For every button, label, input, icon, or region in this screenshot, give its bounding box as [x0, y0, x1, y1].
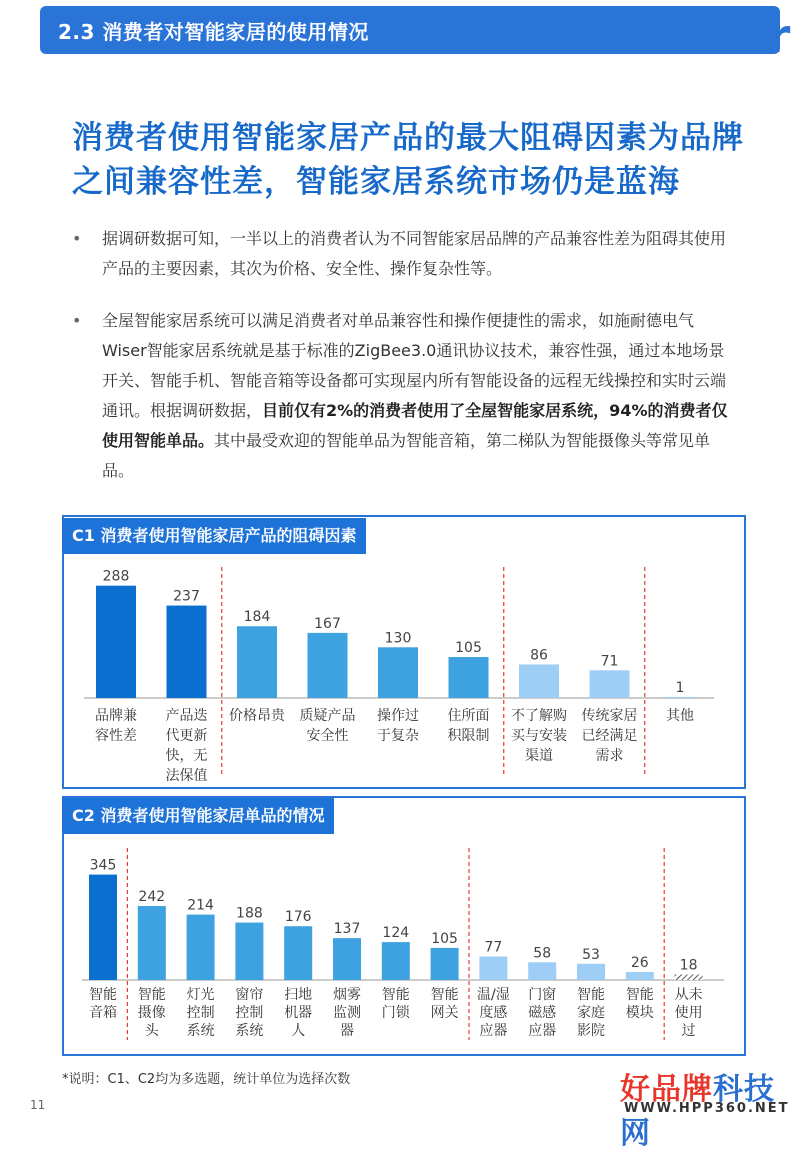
bar — [284, 926, 312, 980]
category-label — [511, 708, 567, 764]
category-label-line: 扫地 — [284, 987, 313, 1003]
bar — [187, 915, 215, 980]
category-label — [166, 707, 208, 784]
category-label — [333, 986, 361, 1039]
data-label: 176 — [284, 909, 312, 926]
bar — [577, 964, 605, 980]
chart-c2-title: C2 消费者使用智能家居单品的情况 — [62, 798, 334, 834]
category-label-line: 机器 — [284, 1005, 313, 1021]
category-label-line: 买与安装 — [511, 728, 567, 744]
bar — [675, 975, 703, 981]
bar — [528, 962, 556, 980]
category-label — [528, 986, 556, 1039]
category-label-line: 家庭 — [577, 1005, 605, 1021]
category-label — [95, 707, 137, 744]
category-label-line: 快，无 — [165, 748, 208, 764]
category-label — [187, 986, 215, 1039]
bullet-2-text-a: 全屋智能家居系统可以满足消费者对单品兼容性和操作便捷性的需求，如施耐德电气Wiser智能家居系统就是基于标准的ZigBee3.0通讯协议技术，兼容性强，通过本地场景开关、智能手机、智能音箱等设备都可实现屋内所有智能设备的远程无线操控和实时云端通讯。根据调研数据， — [102, 311, 727, 420]
bar — [479, 956, 507, 980]
category-label-line: 系统 — [235, 1023, 264, 1039]
watermark-title-red: 好品牌 — [620, 1072, 713, 1107]
bullet-dot-icon: • — [72, 229, 82, 248]
data-label: 167 — [314, 615, 341, 632]
bar — [590, 670, 630, 698]
category-label-line: 网关 — [430, 1005, 459, 1021]
bar — [382, 942, 410, 980]
bullet-1 — [72, 224, 732, 284]
category-label-line: 其他 — [666, 708, 694, 724]
category-label-line: 已经满足 — [581, 728, 638, 744]
bullet-dot-icon: • — [72, 311, 82, 330]
logo-text-kr: Kr — [732, 9, 791, 56]
bar — [237, 626, 277, 698]
category-label-line: 窗帘 — [235, 987, 264, 1003]
category-label-line: 门锁 — [381, 1005, 410, 1021]
category-label-line: 于复杂 — [377, 728, 419, 744]
bullet-2-text — [102, 306, 732, 486]
bar — [449, 657, 489, 698]
category-label-line: 人 — [291, 1023, 306, 1039]
data-label: 242 — [138, 889, 166, 906]
36kr-logo — [692, 0, 794, 56]
category-label-line: 监测 — [333, 1005, 361, 1021]
category-label-line: 温/湿 — [477, 987, 510, 1003]
category-label-line: 度感 — [479, 1005, 508, 1021]
category-label-line: 代更新 — [165, 728, 208, 744]
bar — [89, 875, 117, 980]
category-label-line: 安全性 — [306, 728, 349, 744]
category-label — [377, 707, 419, 744]
bullet-1-text: 据调研数据可知，一半以上的消费者认为不同智能家居品牌的产品兼容性差为阻碍其使用产品的主要因素，其次为价格、安全性、操作复杂性等。 — [102, 229, 727, 278]
category-label-line: 品牌兼 — [95, 708, 137, 724]
bar — [167, 606, 207, 698]
watermark-url: WWW.HPP360.NET — [624, 1101, 790, 1116]
category-label — [138, 986, 166, 1039]
category-label-line: 不了解购 — [511, 708, 567, 724]
category-label — [382, 986, 411, 1021]
data-label: 26 — [630, 955, 649, 972]
bar — [235, 923, 263, 980]
category-label — [448, 708, 490, 744]
category-label — [229, 707, 286, 724]
category-label — [431, 986, 459, 1021]
data-label: 58 — [533, 945, 552, 962]
data-label: 130 — [384, 630, 412, 647]
data-label: 86 — [530, 647, 548, 664]
category-label — [235, 986, 263, 1039]
category-label-line: 住所面 — [447, 708, 490, 724]
data-label: 184 — [243, 609, 271, 626]
data-label: 237 — [173, 588, 200, 605]
chart-c2 — [62, 796, 746, 1056]
category-label — [300, 707, 356, 744]
data-label: 105 — [431, 930, 458, 947]
bar — [96, 586, 136, 698]
bullet-2-text-b: 其中最受欢迎的智能单品为智能音箱，第二梯队为智能摄像头等常见单品。 — [102, 431, 711, 480]
footnote: *说明：C1、C2均为多选题，统计单位为选择次数 — [62, 1072, 351, 1087]
category-label — [675, 986, 703, 1039]
bar — [378, 647, 418, 698]
category-label-line: 需求 — [595, 748, 624, 764]
data-label: 53 — [582, 946, 600, 963]
category-label-line: 器 — [340, 1023, 354, 1039]
bar — [519, 664, 559, 698]
category-label-line: 磁感 — [528, 1005, 557, 1021]
category-label-line: 智能 — [430, 987, 459, 1003]
category-label-line: 积限制 — [447, 728, 490, 744]
category-label-line: 价格昂贵 — [229, 708, 285, 724]
category-label-line: 使用 — [674, 1005, 703, 1021]
category-label-line: 音箱 — [89, 1005, 117, 1021]
page-headline: 消费者使用智能家居产品的最大阻碍因素为品牌之间兼容性差，智能家居系统市场仍是蓝海 — [72, 120, 744, 200]
data-label: 105 — [455, 640, 482, 657]
data-label: 18 — [679, 957, 698, 974]
data-label: 137 — [333, 921, 361, 938]
category-label-line: 操作过 — [377, 708, 419, 724]
page-number: 11 — [30, 1098, 46, 1112]
category-label-line: 应器 — [528, 1023, 557, 1039]
bar — [626, 972, 654, 980]
data-label: 1 — [675, 680, 685, 696]
category-label-line: 智能 — [577, 987, 605, 1003]
category-label-line: 控制 — [186, 1005, 215, 1021]
category-label-line: 渠道 — [525, 748, 553, 764]
category-label-line: 从未 — [674, 987, 703, 1003]
category-label-line: 模块 — [625, 1005, 654, 1021]
data-label: 345 — [89, 857, 117, 874]
category-label-line: 摄像 — [137, 1005, 166, 1021]
category-label — [582, 708, 638, 764]
category-label-line: 过 — [681, 1023, 696, 1039]
data-label: 124 — [382, 925, 410, 942]
category-label-line: 智能 — [625, 987, 654, 1003]
data-label: 71 — [600, 653, 619, 670]
category-label — [477, 987, 510, 1039]
category-label-line: 系统 — [186, 1023, 215, 1039]
category-label — [284, 986, 312, 1039]
category-label-line: 智能 — [89, 987, 117, 1003]
bar — [660, 697, 700, 698]
bullet-2-bold: 目前仅有2%的消费者使用了全屋智能家居系统，94%的消费者仅使用智能单品。 — [102, 401, 728, 450]
category-label-line: 门窗 — [528, 987, 557, 1003]
category-label — [666, 708, 694, 724]
data-label: 214 — [187, 897, 214, 914]
category-label-line: 智能 — [381, 987, 410, 1003]
category-label — [89, 986, 117, 1021]
category-label-line: 应器 — [479, 1023, 508, 1039]
bullet-2 — [72, 306, 732, 486]
chart-c1-title: C1 消费者使用智能家居产品的阻碍因素 — [62, 518, 366, 554]
bar — [431, 948, 459, 980]
category-label-line: 灯光 — [186, 987, 215, 1003]
data-label: 77 — [484, 939, 503, 956]
category-label-line: 法保值 — [165, 768, 208, 784]
category-label-line: 烟雾 — [333, 987, 361, 1003]
logo-text-36: 36 — [698, 7, 729, 32]
category-label-line: 头 — [144, 1023, 159, 1039]
category-label — [626, 986, 654, 1021]
category-label-line: 智能 — [137, 987, 166, 1003]
section-title: 2.3 消费者对智能家居的使用情况 — [58, 20, 369, 44]
watermark-title-blue: 科技网 — [620, 1072, 775, 1151]
category-label-line: 影院 — [577, 1023, 605, 1039]
chart-c1 — [62, 515, 746, 789]
data-label: 188 — [236, 905, 263, 922]
bar — [308, 633, 348, 698]
category-label-line: 容性差 — [95, 728, 137, 744]
bar — [138, 906, 166, 980]
category-label-line: 产品迭 — [165, 708, 208, 724]
category-label — [577, 986, 605, 1039]
category-label-line: 控制 — [235, 1005, 264, 1021]
bar — [333, 938, 361, 980]
data-label: 288 — [102, 568, 130, 585]
category-label-line: 质疑产品 — [299, 708, 356, 724]
category-label-line: 传统家居 — [581, 708, 638, 724]
